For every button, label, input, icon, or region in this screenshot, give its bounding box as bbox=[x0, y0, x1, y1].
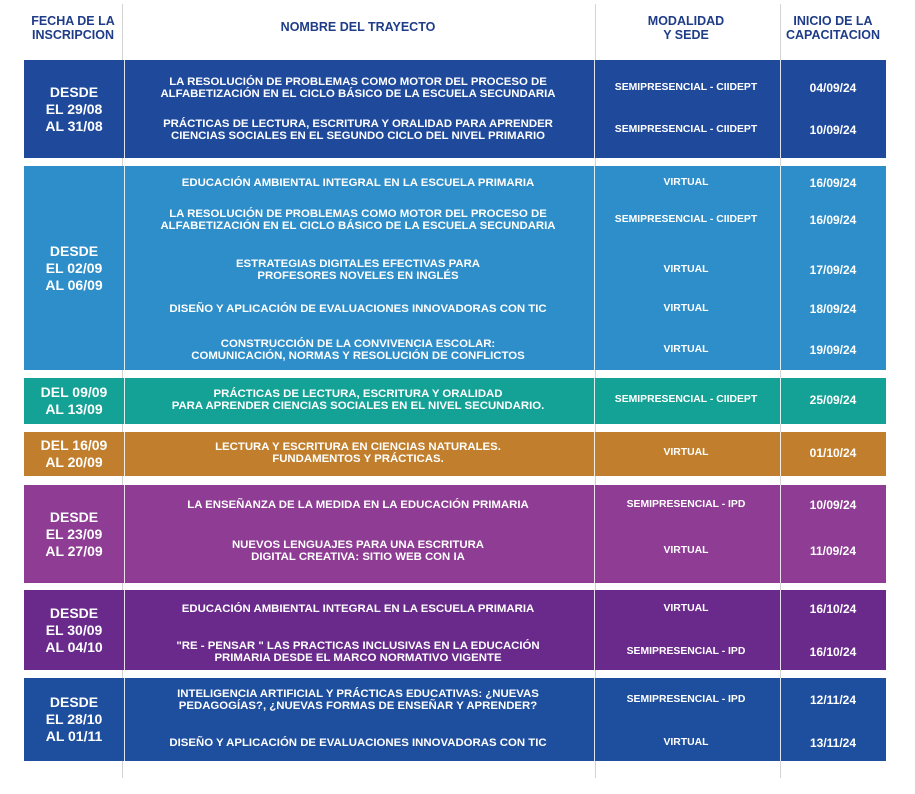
course-modality: VIRTUAL bbox=[663, 603, 709, 614]
course-name: ESTRATEGIAS DIGITALES EFECTIVAS PARA PROFESORES NOVELES EN INGLÉS bbox=[235, 257, 481, 282]
enrollment-group bbox=[24, 678, 886, 761]
course-start-date: 10/09/24 bbox=[809, 123, 857, 137]
enrollment-date: DEL 16/09 AL 20/09 bbox=[40, 437, 108, 470]
enrollment-date: DESDE EL 29/08 AL 31/08 bbox=[45, 83, 103, 134]
course-modality: VIRTUAL bbox=[663, 545, 709, 556]
enrollment-group bbox=[24, 485, 886, 583]
course-name: DISEÑO Y APLICACIÓN DE EVALUACIONES INNOVADORAS CON TIC bbox=[169, 736, 547, 749]
course-start-date: 10/09/24 bbox=[809, 498, 857, 512]
course-modality: SEMIPRESENCIAL - IPD bbox=[626, 499, 746, 510]
course-modality: VIRTUAL bbox=[663, 344, 709, 355]
course-modality: SEMIPRESENCIAL - IPD bbox=[626, 694, 746, 705]
enrollment-date: DESDE EL 28/10 AL 01/11 bbox=[45, 694, 103, 744]
enrollment-date: DEL 09/09 AL 13/09 bbox=[40, 384, 108, 417]
enrollment-group bbox=[24, 590, 886, 670]
enrollment-date: DESDE EL 02/09 AL 06/09 bbox=[45, 242, 103, 293]
course-modality: VIRTUAL bbox=[663, 303, 709, 314]
enrollment-group bbox=[24, 432, 886, 476]
course-modality: VIRTUAL bbox=[663, 737, 709, 748]
course-start-date: 11/09/24 bbox=[809, 544, 857, 558]
course-name: EDUCACIÓN AMBIENTAL INTEGRAL EN LA ESCUELA PRIMARIA bbox=[181, 176, 535, 189]
course-modality: SEMIPRESENCIAL - CIIDEPT bbox=[614, 124, 758, 135]
course-name: LA ENSEÑANZA DE LA MEDIDA EN LA EDUCACIÓN PRIMARIA bbox=[187, 498, 529, 511]
course-modality: VIRTUAL bbox=[663, 264, 709, 275]
course-start-date: 12/11/24 bbox=[809, 693, 857, 707]
course-name: DISEÑO Y APLICACIÓN DE EVALUACIONES INNOVADORAS CON TIC bbox=[169, 302, 547, 315]
course-modality: SEMIPRESENCIAL - CIIDEPT bbox=[614, 394, 758, 405]
enrollment-group bbox=[24, 378, 886, 424]
course-modality: VIRTUAL bbox=[663, 177, 709, 188]
course-name: LA RESOLUCIÓN DE PROBLEMAS COMO MOTOR DEL PROCESO DE ALFABETIZACIÓN EN EL CICLO BÁSICO DE LA ESCUELA SECUNDARIA bbox=[160, 75, 556, 100]
enrollment-date: DESDE EL 23/09 AL 27/09 bbox=[45, 508, 103, 559]
course-name: NUEVOS LENGUAJES PARA UNA ESCRITURA DIGITAL CREATIVA: SITIO WEB CON IA bbox=[231, 538, 485, 563]
course-name: CONSTRUCCIÓN DE LA CONVIVENCIA ESCOLAR: COMUNICACIÓN, NORMAS Y RESOLUCIÓN DE CONFLICTOS bbox=[191, 337, 525, 362]
course-modality: SEMIPRESENCIAL - IPD bbox=[626, 646, 746, 657]
course-start-date: 25/09/24 bbox=[809, 393, 857, 407]
course-name: EDUCACIÓN AMBIENTAL INTEGRAL EN LA ESCUELA PRIMARIA bbox=[181, 602, 535, 615]
course-start-date: 16/09/24 bbox=[809, 176, 857, 190]
enrollment-date: DESDE EL 30/09 AL 04/10 bbox=[45, 604, 103, 655]
header-modalidad: MODALIDAD Y SEDE bbox=[647, 14, 725, 42]
header-fecha: FECHA DE LA INSCRIPCION bbox=[31, 14, 115, 42]
cell-separator bbox=[594, 60, 595, 158]
header-inicio: INICIO DE LA CAPACITACION bbox=[786, 14, 880, 42]
course-modality: SEMIPRESENCIAL - CIIDEPT bbox=[614, 82, 758, 93]
course-start-date: 01/10/24 bbox=[809, 446, 857, 460]
course-modality: VIRTUAL bbox=[663, 447, 709, 458]
course-start-date: 13/11/24 bbox=[809, 736, 857, 750]
course-start-date: 16/09/24 bbox=[809, 213, 857, 227]
course-start-date: 19/09/24 bbox=[809, 343, 857, 357]
course-start-date: 17/09/24 bbox=[809, 263, 857, 277]
course-start-date: 16/10/24 bbox=[809, 602, 857, 616]
enrollment-group bbox=[24, 60, 886, 158]
course-start-date: 16/10/24 bbox=[809, 645, 857, 659]
course-name: PRÁCTICAS DE LECTURA, ESCRITURA Y ORALIDAD PARA APRENDER CIENCIAS SOCIALES EN EL NIVEL SECUNDARIO. bbox=[171, 387, 545, 412]
course-name: PRÁCTICAS DE LECTURA, ESCRITURA Y ORALIDAD PARA APRENDER CIENCIAS SOCIALES EN EL SEGUNDO CICLO DEL NIVEL PRIMARIO bbox=[163, 117, 553, 142]
course-name: LECTURA Y ESCRITURA EN CIENCIAS NATURALES. FUNDAMENTOS Y PRÁCTICAS. bbox=[215, 440, 501, 465]
course-start-date: 18/09/24 bbox=[809, 302, 857, 316]
course-name: "RE - PENSAR " LAS PRACTICAS INCLUSIVAS EN LA EDUCACIÓN PRIMARIA DESDE EL MARCO NORMATIVO VIGENTE bbox=[176, 639, 540, 664]
course-modality: SEMIPRESENCIAL - CIIDEPT bbox=[614, 214, 758, 225]
course-name: INTELIGENCIA ARTIFICIAL Y PRÁCTICAS EDUCATIVAS: ¿NUEVAS PEDAGOGÍAS?, ¿NUEVAS FORMAS DE ENSEÑAR Y APRENDER? bbox=[177, 687, 539, 712]
course-start-date: 04/09/24 bbox=[809, 81, 857, 95]
header-nombre: NOMBRE DEL TRAYECTO bbox=[280, 20, 436, 34]
enrollment-group bbox=[24, 166, 886, 370]
cell-separator bbox=[780, 60, 781, 158]
course-name: LA RESOLUCIÓN DE PROBLEMAS COMO MOTOR DEL PROCESO DE ALFABETIZACIÓN EN EL CICLO BÁSICO DE LA ESCUELA SECUNDARIA bbox=[160, 207, 556, 232]
